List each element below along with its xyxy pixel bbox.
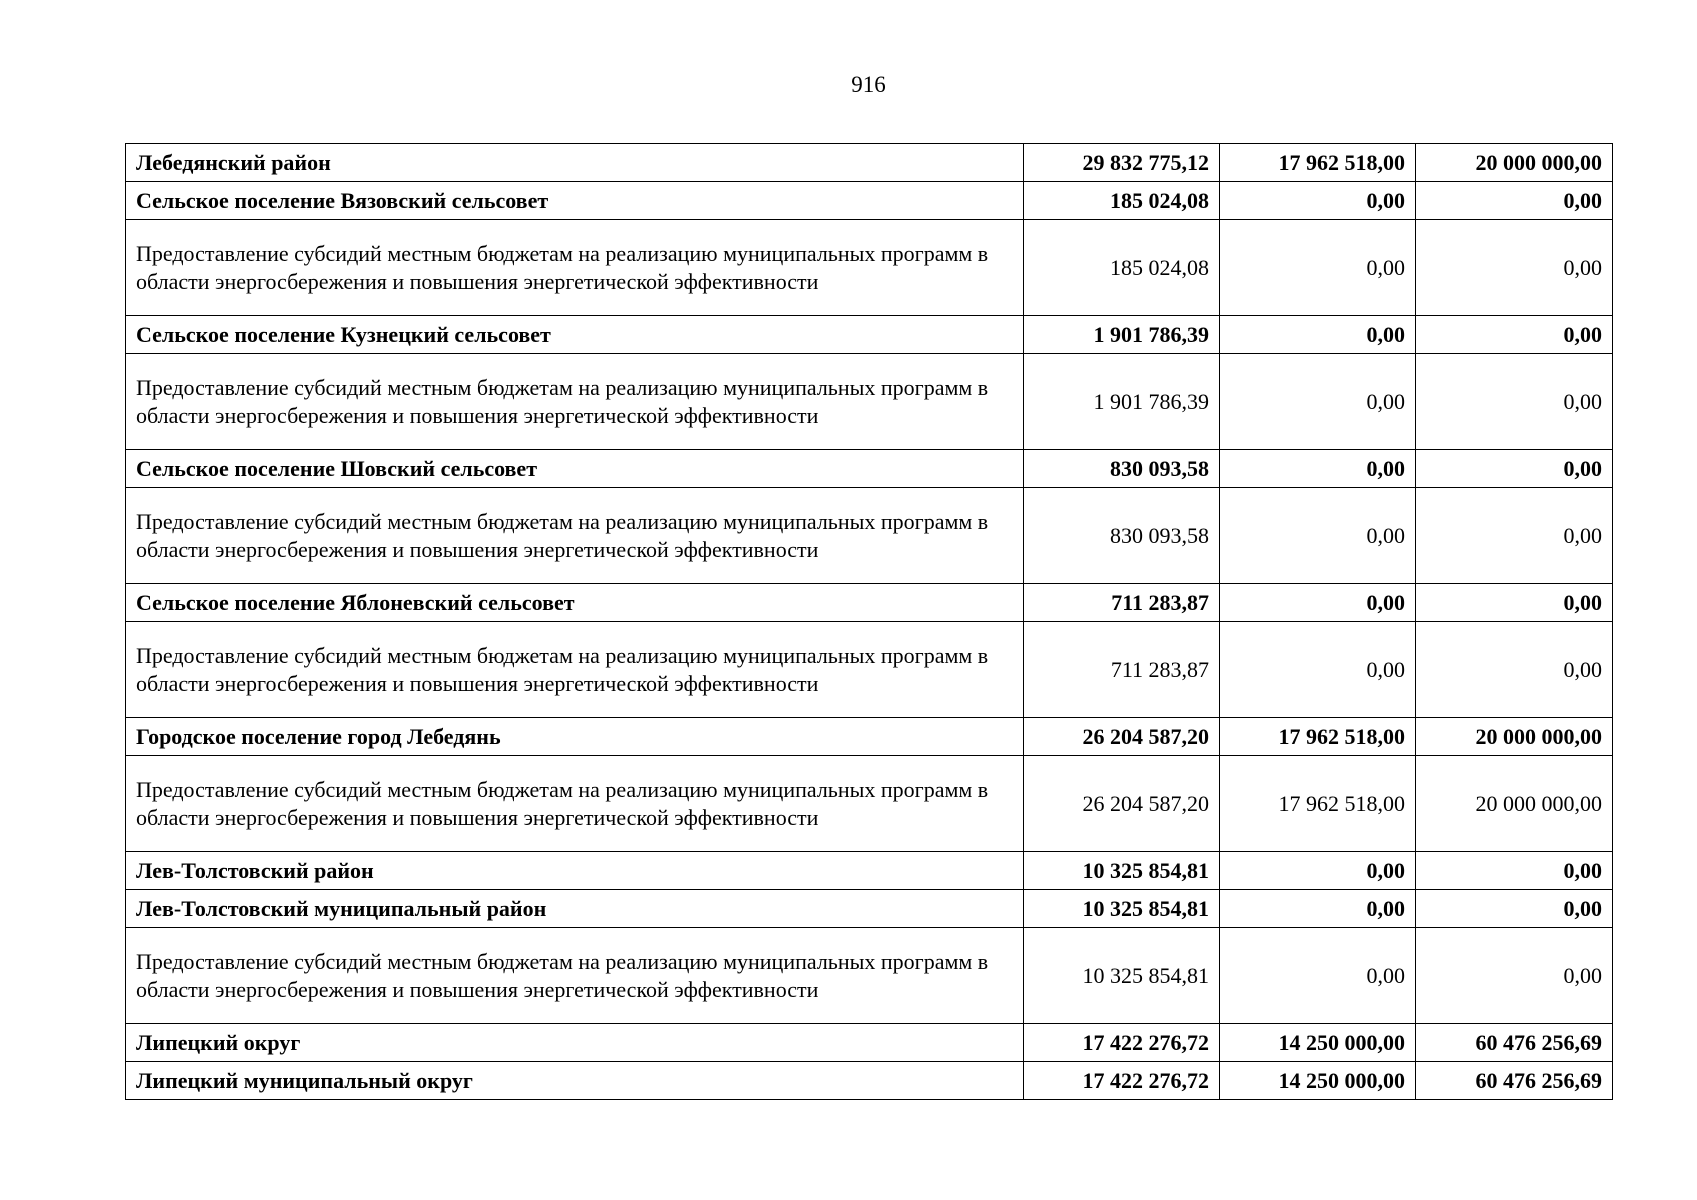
page-number: 916 <box>851 72 886 97</box>
value-col-3-cell: 60 476 256,69 <box>1416 1062 1613 1100</box>
subtotal-row <box>126 718 1613 756</box>
row-name-cell: Предоставление субсидий местным бюджетам на реализацию муниципальных программ в области энергосбережения и повышения энергетической эффективности <box>126 928 1024 1024</box>
row-name-cell: Сельское поселение Яблоневский сельсовет <box>126 584 1024 622</box>
budget-table <box>125 143 1613 1100</box>
subtotal-row <box>126 182 1613 220</box>
value-col-2-cell: 0,00 <box>1220 354 1416 450</box>
value-col-3-cell: 0,00 <box>1416 316 1613 354</box>
row-name-cell: Липецкий округ <box>126 1024 1024 1062</box>
value-col-1-cell: 10 325 854,81 <box>1024 928 1220 1024</box>
value-col-2-cell: 0,00 <box>1220 488 1416 584</box>
value-col-2-cell: 17 962 518,00 <box>1220 144 1416 182</box>
row-name-cell: Лебедянский район <box>126 144 1024 182</box>
subtotal-row <box>126 1024 1613 1062</box>
value-col-1-cell: 26 204 587,20 <box>1024 718 1220 756</box>
value-col-2-cell: 14 250 000,00 <box>1220 1024 1416 1062</box>
value-col-2-cell: 0,00 <box>1220 450 1416 488</box>
row-name-cell: Предоставление субсидий местным бюджетам на реализацию муниципальных программ в области энергосбережения и повышения энергетической эффективности <box>126 220 1024 316</box>
value-col-1-cell: 1 901 786,39 <box>1024 354 1220 450</box>
value-col-2-cell: 0,00 <box>1220 928 1416 1024</box>
row-name-cell: Сельское поселение Шовский сельсовет <box>126 450 1024 488</box>
value-col-2-cell: 0,00 <box>1220 622 1416 718</box>
value-col-3-cell: 0,00 <box>1416 220 1613 316</box>
detail-row <box>126 928 1613 1024</box>
value-col-3-cell: 0,00 <box>1416 584 1613 622</box>
value-col-3-cell: 60 476 256,69 <box>1416 1024 1613 1062</box>
row-name-cell: Предоставление субсидий местным бюджетам на реализацию муниципальных программ в области энергосбережения и повышения энергетической эффективности <box>126 622 1024 718</box>
row-name-cell: Предоставление субсидий местным бюджетам на реализацию муниципальных программ в области энергосбережения и повышения энергетической эффективности <box>126 488 1024 584</box>
row-name-cell: Липецкий муниципальный округ <box>126 1062 1024 1100</box>
value-col-1-cell: 17 422 276,72 <box>1024 1024 1220 1062</box>
value-col-3-cell: 20 000 000,00 <box>1416 718 1613 756</box>
value-col-3-cell: 0,00 <box>1416 622 1613 718</box>
value-col-3-cell: 0,00 <box>1416 450 1613 488</box>
row-name-cell: Лев-Толстовский муниципальный район <box>126 890 1024 928</box>
detail-row <box>126 220 1613 316</box>
value-col-1-cell: 185 024,08 <box>1024 220 1220 316</box>
value-col-1-cell: 10 325 854,81 <box>1024 852 1220 890</box>
value-col-2-cell: 14 250 000,00 <box>1220 1062 1416 1100</box>
value-col-3-cell: 0,00 <box>1416 852 1613 890</box>
value-col-2-cell: 17 962 518,00 <box>1220 718 1416 756</box>
subtotal-row <box>126 450 1613 488</box>
value-col-1-cell: 10 325 854,81 <box>1024 890 1220 928</box>
table-body <box>126 144 1613 1100</box>
value-col-1-cell: 711 283,87 <box>1024 622 1220 718</box>
value-col-1-cell: 26 204 587,20 <box>1024 756 1220 852</box>
detail-row <box>126 622 1613 718</box>
detail-row <box>126 756 1613 852</box>
value-col-1-cell: 29 832 775,12 <box>1024 144 1220 182</box>
row-name-cell: Сельское поселение Вязовский сельсовет <box>126 182 1024 220</box>
value-col-2-cell: 0,00 <box>1220 182 1416 220</box>
row-name-cell: Предоставление субсидий местным бюджетам на реализацию муниципальных программ в области энергосбережения и повышения энергетической эффективности <box>126 756 1024 852</box>
detail-row <box>126 354 1613 450</box>
subtotal-row <box>126 584 1613 622</box>
value-col-1-cell: 711 283,87 <box>1024 584 1220 622</box>
value-col-3-cell: 20 000 000,00 <box>1416 756 1613 852</box>
subtotal-row <box>126 1062 1613 1100</box>
value-col-3-cell: 0,00 <box>1416 890 1613 928</box>
row-name-cell: Сельское поселение Кузнецкий сельсовет <box>126 316 1024 354</box>
value-col-2-cell: 17 962 518,00 <box>1220 756 1416 852</box>
row-name-cell: Лев-Толстовский район <box>126 852 1024 890</box>
value-col-3-cell: 0,00 <box>1416 928 1613 1024</box>
value-col-1-cell: 17 422 276,72 <box>1024 1062 1220 1100</box>
value-col-1-cell: 830 093,58 <box>1024 450 1220 488</box>
subtotal-row <box>126 316 1613 354</box>
value-col-1-cell: 830 093,58 <box>1024 488 1220 584</box>
value-col-2-cell: 0,00 <box>1220 584 1416 622</box>
value-col-1-cell: 185 024,08 <box>1024 182 1220 220</box>
subtotal-row <box>126 144 1613 182</box>
value-col-2-cell: 0,00 <box>1220 316 1416 354</box>
value-col-3-cell: 0,00 <box>1416 488 1613 584</box>
subtotal-row <box>126 890 1613 928</box>
value-col-1-cell: 1 901 786,39 <box>1024 316 1220 354</box>
row-name-cell: Городское поселение город Лебедянь <box>126 718 1024 756</box>
detail-row <box>126 488 1613 584</box>
subtotal-row <box>126 852 1613 890</box>
row-name-cell: Предоставление субсидий местным бюджетам на реализацию муниципальных программ в области энергосбережения и повышения энергетической эффективности <box>126 354 1024 450</box>
value-col-3-cell: 0,00 <box>1416 182 1613 220</box>
value-col-2-cell: 0,00 <box>1220 220 1416 316</box>
value-col-3-cell: 0,00 <box>1416 354 1613 450</box>
value-col-3-cell: 20 000 000,00 <box>1416 144 1613 182</box>
value-col-2-cell: 0,00 <box>1220 890 1416 928</box>
value-col-2-cell: 0,00 <box>1220 852 1416 890</box>
